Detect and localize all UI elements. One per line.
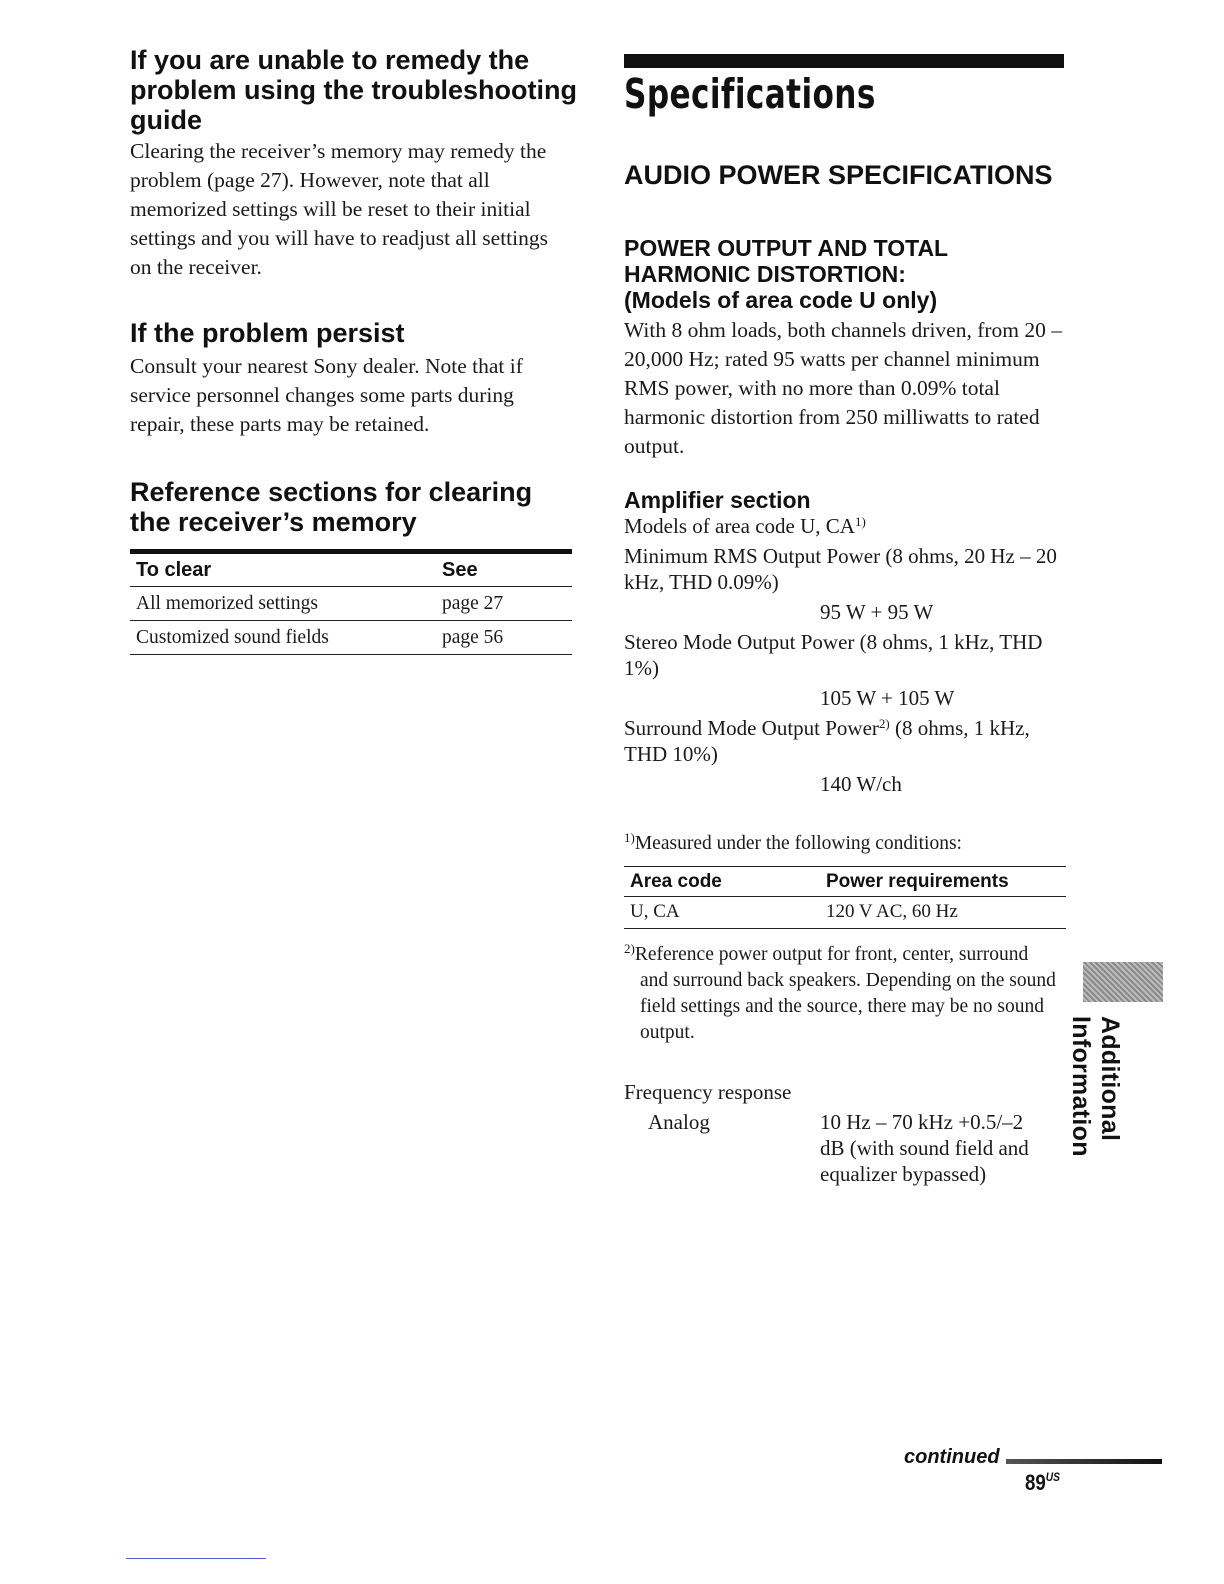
table-cell: Customized sound fields xyxy=(130,621,436,655)
frequency-analog-row xyxy=(624,1109,1066,1187)
page-title: Specifications xyxy=(624,70,876,118)
table-header-cell: Power requirements xyxy=(820,867,1066,897)
amp-stereo-value: 105 W + 105 W xyxy=(820,686,955,710)
amp-min-rms-value: 95 W + 95 W xyxy=(820,600,934,624)
table-cell: All memorized settings xyxy=(130,587,436,621)
section-rule xyxy=(624,54,1064,68)
amp-surround-conditions: (8 ohms, 1 kHz, THD 10%) xyxy=(624,716,1030,766)
table-header-row xyxy=(130,552,572,587)
table-row xyxy=(130,587,572,621)
analog-label: Analog xyxy=(648,1110,710,1134)
footnote-mark: 1) xyxy=(624,830,635,845)
page-number-suffix: US xyxy=(1045,1470,1060,1484)
analog-value: 10 Hz – 70 kHz +0.5/–2 dB (with sound field and equalizer bypassed) xyxy=(820,1110,1029,1186)
clear-memory-table xyxy=(130,549,572,655)
amp-models-text: Models of area code U, CA xyxy=(624,514,855,538)
footnote-mark: 2) xyxy=(624,941,635,956)
continued-label: continued xyxy=(904,1446,1000,1468)
footnote-text-continued: and surround back speakers. Depending on the sound field settings and the source, there may be no sound output. xyxy=(640,970,1056,1043)
heading-amplifier-section: Amplifier section xyxy=(624,487,811,513)
footnote-1 xyxy=(624,831,962,857)
frequency-label: Frequency response xyxy=(624,1080,792,1104)
continued-rule xyxy=(1006,1459,1162,1464)
heading-reference-sections: Reference sections for clearing the receiver’s memory xyxy=(130,477,533,537)
heading-power-output xyxy=(624,235,1064,313)
amplifier-specs xyxy=(624,513,1066,801)
area-code-table xyxy=(624,866,1066,929)
bottom-rule xyxy=(126,1558,266,1559)
heading-unable-to-remedy: If you are unable to remedy the problem using the troubleshooting guide xyxy=(130,45,577,135)
section-tab-marker xyxy=(1083,962,1163,1002)
amp-surround-text: Surround Mode Output Power xyxy=(624,716,879,740)
table-header-row xyxy=(624,867,1066,897)
footnote-text: Reference power output for front, center, surround xyxy=(634,944,1029,965)
footnote-text: Measured under the following conditions: xyxy=(634,833,962,854)
table-cell: U, CA xyxy=(624,897,820,929)
page-number-text: 89 xyxy=(1025,1470,1046,1495)
amp-surround xyxy=(624,715,1066,767)
table-header-cell: See xyxy=(436,552,572,587)
paragraph-unable-to-remedy: Clearing the receiver’s memory may remedy the problem (page 27). However, note that all memorized settings will be reset to their initial settings and you will have to readjust all settings on the receiver. xyxy=(130,139,548,279)
paragraph-problem-persist: Consult your nearest Sony dealer. Note that if service personnel changes some parts during repair, these parts may be retained. xyxy=(130,354,523,436)
amp-models-line xyxy=(624,513,1066,539)
table-header-cell: To clear xyxy=(130,552,436,587)
paragraph-power-output: With 8 ohm loads, both channels driven, from 20 – 20,000 Hz; rated 95 watts per channel minimum RMS power, with no more than 0.09% total harmonic distortion from 250 milliwatts to rated output. xyxy=(624,318,1063,458)
table-row xyxy=(130,621,572,655)
table-row xyxy=(624,897,1066,929)
table-cell: page 56 xyxy=(436,621,572,655)
frequency-response xyxy=(624,1079,1066,1187)
page-number xyxy=(1025,1470,1060,1496)
heading-problem-persist: If the problem persist xyxy=(130,318,405,348)
footnote-ref: 1) xyxy=(854,514,866,529)
amp-stereo: Stereo Mode Output Power (8 ohms, 1 kHz, THD 1%) xyxy=(624,630,1043,680)
table-cell: page 27 xyxy=(436,587,572,621)
table-cell: 120 V AC, 60 Hz xyxy=(820,897,1066,929)
amp-min-rms: Minimum RMS Output Power (8 ohms, 20 Hz – 20 kHz, THD 0.09%) xyxy=(624,544,1057,594)
table-header-cell: Area code xyxy=(624,867,820,897)
amp-surround-value: 140 W/ch xyxy=(820,772,902,796)
power-heading-line: POWER OUTPUT AND TOTAL HARMONIC DISTORTION: xyxy=(624,235,948,287)
power-heading-models: (Models of area code U only) xyxy=(624,287,938,313)
footnote-2 xyxy=(624,942,1070,1046)
section-tab-label: Additional Information xyxy=(1067,1016,1124,1157)
footnote-ref: 2) xyxy=(878,716,890,731)
heading-audio-power: AUDIO POWER SPECIFICATIONS xyxy=(624,160,1053,190)
